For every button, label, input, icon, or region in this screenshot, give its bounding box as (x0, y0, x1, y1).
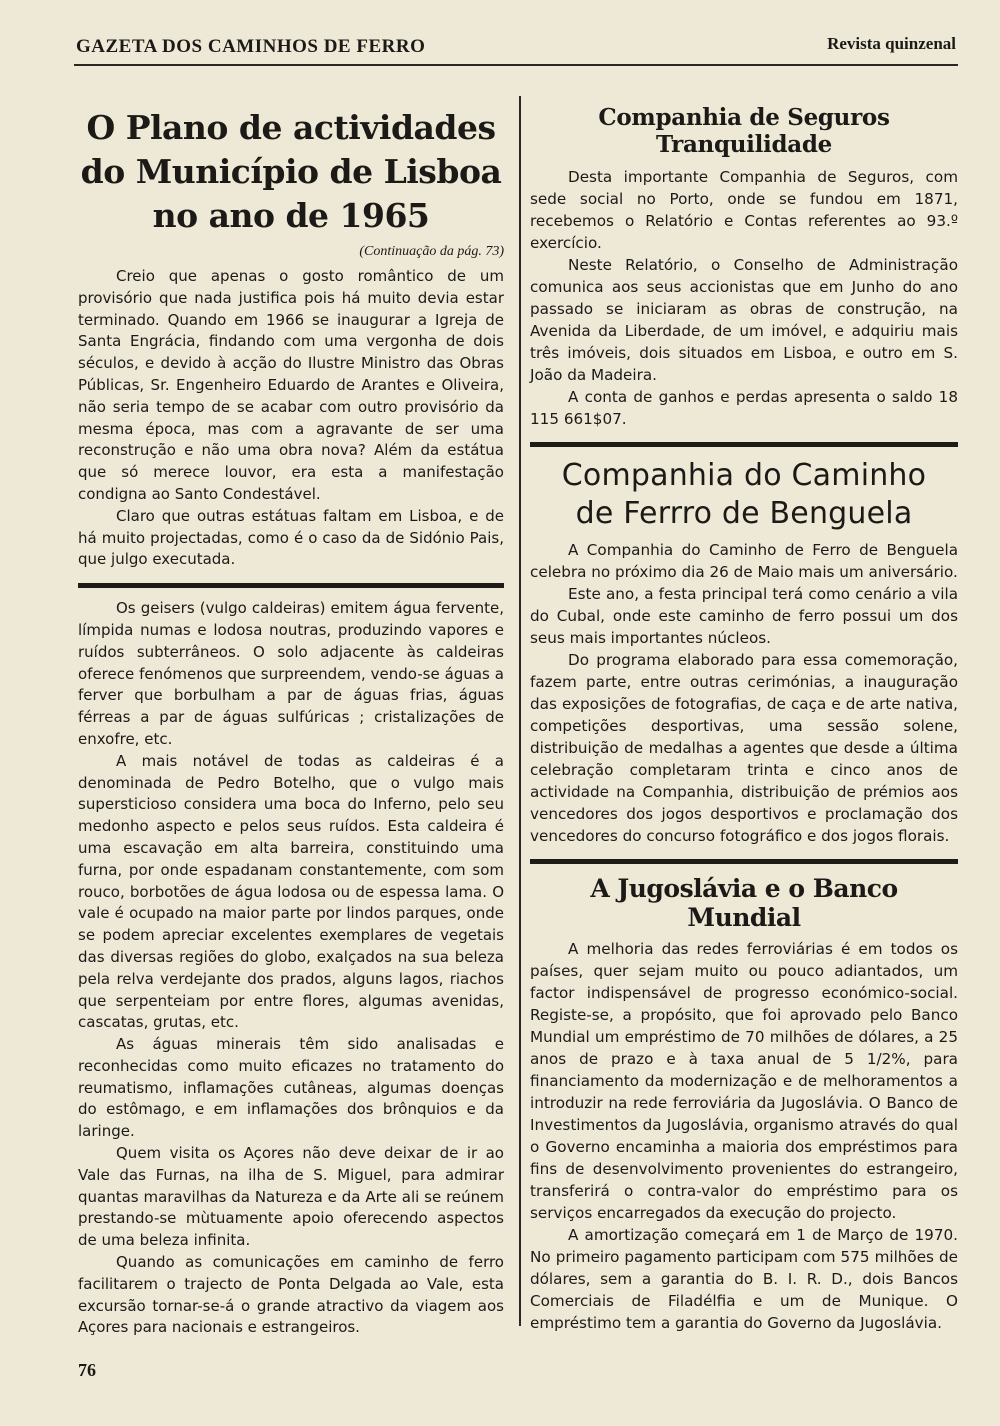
paragraph: Claro que outras estátuas faltam em Lisboa, e de há muito projectadas, como é o caso da de Sidónio Pais, que julgo executada. (78, 506, 504, 569)
paragraph: Quando as comunicações em caminho de ferro facilitarem o trajecto de Ponta Delgada ao Vale, esta excursão tornar-se-á o grande atractivo da viagem aos Açores para nacionais e estrangeiros. (78, 1253, 504, 1337)
paragraph: Desta importante Companhia de Seguros, com sede social no Porto, onde se fundou em 1871, recebemos o Relatório e Contas referentes ao 93.º exercício. (530, 168, 958, 252)
right-column (530, 96, 958, 1334)
title-line: do Município de Lisboa (80, 152, 502, 191)
section-rule (78, 583, 504, 588)
continuation-note: (Continuação da pág. 73) (359, 244, 504, 259)
left-column (78, 96, 504, 1339)
title-line: O Plano de actividades (86, 108, 496, 147)
header-rule (74, 64, 958, 66)
paragraph: A amortização começará em 1 de Março de 1970. No primeiro pagamento participam com 575 milhões de dólares, sem a garantia do B. I. R. D., dois Bancos Comerciais de Filadélfia e um de Munique. O empréstimo tem a garantia do Governo da Jugoslávia. (530, 1226, 958, 1332)
paragraph: A conta de ganhos e perdas apresenta o saldo 18 115 661$07. (530, 388, 958, 428)
article-title-jugoslavia: A Jugoslávia e o Banco Mundial (590, 874, 898, 932)
paragraph: Neste Relatório, o Conselho de Administração comunica aos seus accionistas que em Junho do ano passado se iniciaram as obras de construção, na Avenida da Liberdade, de um imóvel, e adquiriu mais três imóveis, dois situados em Lisboa, e outro em S. João da Madeira. (530, 256, 958, 384)
paragraph: As águas minerais têm sido analisadas e reconhecidas como muito eficazes no tratamento do reumatismo, inflamações cutâneas, algumas doenças do estômago, e em inflamações dos brônquios e da laringe. (78, 1035, 504, 1141)
section-rule (530, 442, 958, 447)
title-line: Companhia do Caminho (561, 458, 927, 493)
article-title-seguros: Companhia de Seguros Tranquilidade (598, 104, 890, 158)
journal-subtitle: Revista quinzenal (827, 34, 956, 53)
section-rule (530, 859, 958, 864)
article-title-lisboa (78, 106, 504, 238)
article-title-benguela (530, 457, 958, 533)
paragraph: A mais notável de todas as caldeiras é a denominada de Pedro Botelho, que o vulgo mais supersticioso considera uma boca do Inferno, pelo seu medonho aspecto e pelos seus ruídos. Esta caldeira é uma escavação em alta barreira, constituindo uma furna, por onde espadanam constantemente, com som rouco, borbotões de água lodosa ou de espessa lama. O vale é ocupado na maior parte por lindos parques, onde se podem apreciar excelentes exemplares de vegetais das diversas regiões do globo, exalçados na sua beleza pela relva verdejante dos prados, alguns lagos, riachos que serpenteiam por entre flores, algumas avenidas, cascatas, grutas, etc. (78, 751, 504, 1032)
page-number: 76 (78, 1360, 96, 1380)
paragraph: Do programa elaborado para essa comemoração, fazem parte, entre outras cerimónias, a inauguração das exposições de fotografias, de caça e de arte nativa, competições desportivas, uma sessão solene, distribuição de medalhas a agentes que desde a última celebração completaram trinta e cinco anos de actividade na Companhia, distribuição de prémios aos vencedores dos jogos desportivos e proclamação dos vencedores do concurso fotográfico e dos jogos florais. (530, 651, 958, 845)
paragraph: Creio que apenas o gosto romântico de um provisório que nada justifica pois há muito devia estar terminado. Quando em 1966 se inaugurar a Igreja de Santa Engrácia, findando com uma vergonha de dois séculos, e devido à acção do Ilustre Ministro das Obras Públicas, Sr. Engenheiro Eduardo de Arantes e Oliveira, não seria tempo de se acabar com outro provisório da mesma época, mas com a agravante de ser uma reconstrução e não uma obra nova? Além da estátua que só merece louvor, era esta a manifestação condigna ao Santo Condestável. (78, 267, 504, 503)
journal-title: GAZETA DOS CAMINHOS DE FERRO (76, 36, 426, 57)
paragraph: A Companhia do Caminho de Ferro de Benguela celebra no próximo dia 26 de Maio mais um aniversário. (530, 541, 958, 581)
title-line: de Ferrro de Benguela (575, 496, 913, 531)
paragraph: A melhoria das redes ferroviárias é em todos os países, quer sejam muito ou pouco adiantados, um factor indispensável de progresso económico-social. Registe-se, a propósito, que foi aprovado pelo Banco Mundial um empréstimo de 70 milhões de dólares, a 25 anos de prazo e à taxa anual de 5 1/2%, para financiamento da modernização e de melhoramentos a introduzir na rede ferroviária da Jugoslávia. O Banco de Investimentos da Jugoslávia, organismo através do qual o Governo encaminha a maioria dos empréstimos para fins de desenvolvimento provenientes do estrangeiro, transferirá o contra-valor do empréstimo para os serviços encarregados da execução do projecto. (530, 940, 958, 1222)
paragraph: Este ano, a festa principal terá como cenário a vila do Cubal, onde este caminho de ferro possui um dos seus mais importantes núcleos. (530, 585, 958, 647)
paragraph: Os geisers (vulgo caldeiras) emitem água fervente, límpida numas e lodosa noutras, produzindo vapores e ruídos subterrâneos. O solo adjacente às caldeiras oferece fenómenos que surpreendem, vendo-se águas a ferver que borbulham a par de águas frias, águas férreas a par de águas sulfúricas ; cristalizações de enxofre, etc. (78, 599, 504, 748)
paragraph: Quem visita os Açores não deve deixar de ir ao Vale das Furnas, na ilha de S. Miguel, para admirar quantas maravilhas da Natureza e da Arte ali se reúnem prestando-se mùtuamente apoio oferecendo aspectos de uma beleza infinita. (78, 1144, 504, 1250)
column-divider (519, 96, 521, 1326)
title-line: no ano de 1965 (152, 196, 430, 235)
